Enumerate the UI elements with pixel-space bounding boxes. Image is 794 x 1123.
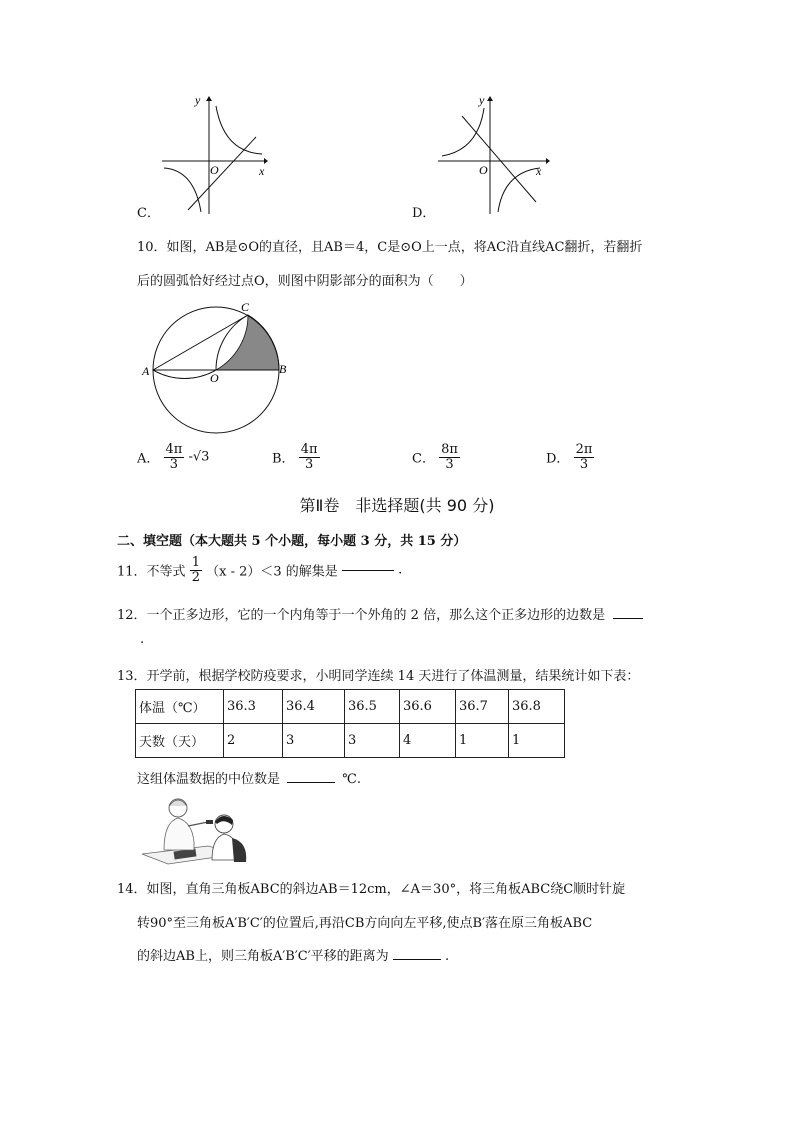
q12-end: . <box>140 632 145 647</box>
table-row <box>136 724 565 758</box>
option-c-label: C． <box>412 451 435 467</box>
q11-post: （x - 2）＜3 的解集是 <box>206 564 338 580</box>
y-label: y <box>195 94 201 107</box>
nurse-cap <box>169 800 187 806</box>
point-a-label: A <box>142 364 150 378</box>
y-label: y <box>479 94 485 107</box>
illustration-svg <box>138 794 254 870</box>
table-cell: 36.8 <box>509 690 565 724</box>
q12-text: 12．一个正多边形，它的一个内角等于一个外角的 2 倍，那么这个正多边形的边数是 <box>117 608 606 623</box>
graph-option-c <box>158 94 268 216</box>
part2-title: 第Ⅱ卷 非选择题(共 90 分) <box>299 496 495 515</box>
q13-after-pre: 这组体温数据的中位数是 <box>137 772 281 787</box>
option-a-fraction <box>164 443 185 471</box>
point-o-label: O <box>210 371 219 385</box>
table-cell: 2 <box>224 724 283 758</box>
table-cell: 3 <box>283 724 345 758</box>
temperature-check-illustration <box>138 794 254 870</box>
graph-option-d <box>436 94 552 216</box>
option-c-denominator: 3 <box>445 456 454 472</box>
x-label: x <box>536 164 542 178</box>
table-cell: 1 <box>509 724 565 758</box>
table-cell: 36.4 <box>283 690 345 724</box>
q13-answer-blank[interactable] <box>287 782 335 783</box>
q14-line3 <box>137 945 449 964</box>
q14-line3-end: . <box>444 949 450 964</box>
y-axis-arrow <box>206 96 212 101</box>
q10-circle-figure <box>140 298 295 438</box>
q13-after <box>137 768 361 787</box>
q14-answer-blank[interactable] <box>393 959 441 960</box>
table-row <box>136 690 565 724</box>
q10-line1: 10．如图，AB是⊙O的直径，且AB＝4，C是⊙O上一点，将AC沿直线AC翻折，若翻折 <box>137 240 643 255</box>
option-c-label: C． <box>137 206 160 221</box>
thermometer <box>206 820 213 824</box>
q12-answer-blank[interactable] <box>613 618 643 619</box>
x-axis-arrow <box>264 158 268 164</box>
q13-line1: 13．开学前，根据学校防疫要求，小明同学连续 14 天进行了体温测量，结果统计如下表： <box>117 669 640 684</box>
hyperbola-branch-2 <box>498 168 540 212</box>
table-cell: 36.6 <box>400 690 456 724</box>
q14-line2: 转90°至三角板A′B′C′的位置后,再沿CB方向向左平移,使点B′落在原三角板ABC <box>137 916 593 931</box>
q12-line1 <box>117 604 643 623</box>
q11-fraction <box>190 556 202 584</box>
q10-option-c <box>412 443 460 471</box>
option-a-tail: -√3 <box>188 449 210 465</box>
linear-line <box>188 137 256 210</box>
option-a-numerator: 4π <box>165 442 183 457</box>
x-label: x <box>259 164 265 178</box>
origin-label: O <box>479 163 488 177</box>
q10-svg <box>140 298 295 438</box>
row-header-days: 天数（天） <box>136 724 224 758</box>
option-d-numerator: 2π <box>575 442 593 457</box>
q11-denominator: 2 <box>191 569 200 585</box>
option-b-fraction <box>299 443 320 471</box>
q10-option-a <box>137 443 209 471</box>
temperature-table <box>135 689 565 758</box>
table-cell: 1 <box>456 724 509 758</box>
point-c-label: C <box>241 300 250 314</box>
table-cell: 3 <box>345 724 400 758</box>
hyperbola-branch-1 <box>216 106 262 154</box>
option-b-denominator: 3 <box>304 456 314 472</box>
q11-numerator: 1 <box>191 555 200 570</box>
row-header-temp: 体温（℃） <box>136 690 224 724</box>
option-c-numerator: 8π <box>441 442 458 457</box>
q11-pre: 11．不等式 <box>117 564 186 580</box>
option-c-fraction <box>439 443 460 471</box>
option-b-label: B． <box>272 451 295 467</box>
nurse-arm <box>188 822 208 826</box>
option-a-label: A． <box>137 451 160 467</box>
graph-c-svg <box>158 94 268 216</box>
origin-label: O <box>210 163 219 177</box>
nurse-body <box>164 818 194 850</box>
x-axis-arrow <box>546 158 550 164</box>
point-b-label: B <box>279 362 287 376</box>
q10-line2: 后的圆弧恰好经过点O，则图中阴影部分的面积为（ ） <box>137 274 473 289</box>
table-cell: 36.7 <box>456 690 509 724</box>
option-d-label: D． <box>412 206 436 221</box>
graph-d-svg <box>436 94 552 216</box>
student-backpack <box>232 838 246 862</box>
q10-option-d <box>546 443 594 471</box>
option-a-denominator: 3 <box>169 456 179 472</box>
q13-table-wrap <box>135 689 565 758</box>
table-cell: 4 <box>400 724 456 758</box>
q14-line1: 14．如图，直角三角板ABC的斜边AB＝12cm，∠A＝30°，将三角板ABC绕C顺时针旋 <box>117 882 626 897</box>
q11-answer-blank[interactable] <box>342 570 394 571</box>
hyperbola-branch-2 <box>164 168 201 212</box>
shaded-region-right <box>216 315 279 370</box>
option-d-fraction <box>574 443 595 471</box>
option-b-numerator: 4π <box>300 442 318 457</box>
y-axis-arrow <box>487 96 493 101</box>
q11 <box>117 556 402 584</box>
q10-option-b <box>272 443 320 471</box>
q13-after-post: ℃. <box>342 772 361 787</box>
q14-line3-text: 的斜边AB上，则三角板A′B′C′平移的距离为 <box>137 949 389 964</box>
q11-end: . <box>398 562 403 578</box>
option-d-label: D． <box>546 451 570 467</box>
option-d-denominator: 3 <box>579 456 589 472</box>
section2-heading: 二、填空题（本大题共 5 个小题，每小题 3 分，共 15 分） <box>117 534 467 549</box>
linear-line <box>462 116 536 202</box>
table-cell: 36.5 <box>345 690 400 724</box>
table-cell: 36.3 <box>224 690 283 724</box>
hyperbola-branch-1 <box>442 108 484 156</box>
